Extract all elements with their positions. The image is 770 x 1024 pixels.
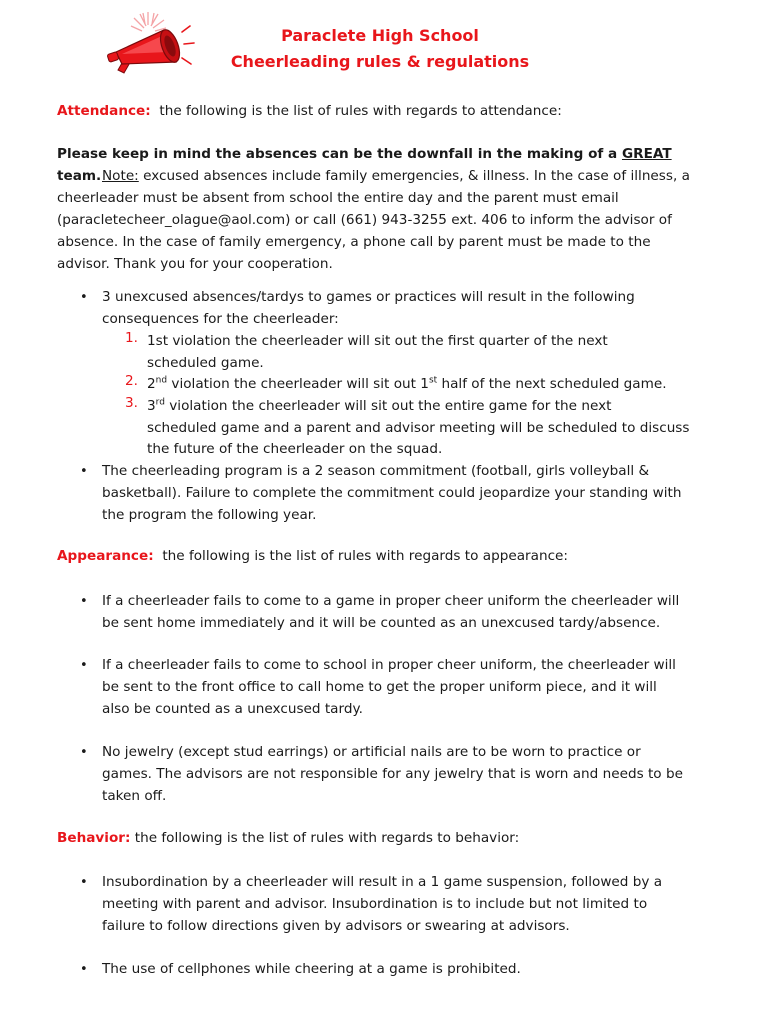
appearance-bullet-2-line-3: also be counted as a unexcused tardy. (102, 701, 363, 717)
great-emphasis: GREAT (621, 146, 672, 162)
school-title: Paraclete High School (281, 26, 479, 45)
appearance-intro-text: the following is the list of rules with regards to appearance: (162, 548, 569, 564)
document-subtitle: Cheerleading rules & regulations (230, 52, 530, 71)
behavior-label: Behavior: (57, 830, 131, 846)
violation-3-line-3: the future of the cheerleader on the squad. (147, 441, 443, 457)
bullet-marker: • (80, 658, 88, 673)
attendance-bullet-1-line-1: 3 unexcused absences/tardys to games or practices will result in the following (102, 289, 635, 305)
behavior-bullet-1-line-1: Insubordination by a cheerleader will result in a 1 game suspension, followed by a (102, 874, 663, 890)
bullet-marker: • (80, 290, 88, 305)
note-line-2: cheerleader must be absent from school the entire day and the parent must email (57, 190, 619, 206)
note-line-4: absence. In the case of family emergency, a phone call by parent must be made to the (57, 234, 651, 250)
violation-2: 2nd violation the cheerleader will sit out 1st half of the next scheduled game. (147, 375, 667, 392)
appearance-bullet-3-line-3: taken off. (102, 788, 167, 804)
note-label: Note: (102, 168, 139, 184)
appearance-bullet-1-line-1: If a cheerleader fails to come to a game in proper cheer uniform the cheerleader will (102, 593, 680, 609)
bullet-marker: • (80, 875, 88, 890)
behavior-bullet-2-line-1: The use of cellphones while cheering at a game is prohibited. (102, 961, 521, 977)
attendance-bullet-1-line-2: consequences for the cheerleader: (102, 311, 339, 327)
attendance-intro-text: the following is the list of rules with regards to attendance: (159, 103, 562, 119)
bullet-marker: • (80, 745, 88, 760)
behavior-bullet-1-line-3: failure to follow directions given by advisors or swearing at advisors. (102, 918, 570, 934)
attendance-label: Attendance: (57, 103, 151, 119)
behavior-intro-text: the following is the list of rules with regards to behavior: (134, 830, 520, 846)
list-number: 1. (125, 330, 138, 346)
bullet-marker: • (80, 464, 88, 479)
bullet-marker: • (80, 594, 88, 609)
keep-in-mind-line: Please keep in mind the absences can be the downfall in the making of a GREAT team. (57, 146, 672, 184)
attendance-bullet-2-line-2: basketball). Failure to complete the commitment could jeopardize your standing with (102, 485, 682, 501)
violation-3-line-2: scheduled game and a parent and advisor meeting will be scheduled to discuss (147, 420, 690, 436)
appearance-label: Appearance: (57, 548, 154, 564)
appearance-intro (57, 545, 717, 567)
note-line-5: advisor. Thank you for your cooperation. (57, 256, 333, 272)
violation-1-line-2: scheduled game. (147, 355, 264, 371)
behavior-intro (57, 827, 717, 849)
note-line-1: Note: excused absences include family emergencies, & illness. In the case of illness, a (102, 168, 690, 184)
appearance-bullet-3-line-1: No jewelry (except stud earrings) or artificial nails are to be worn to practice or (102, 744, 641, 760)
megaphone-icon (96, 12, 196, 84)
bullet-marker: • (80, 962, 88, 977)
violation-3-line-1: 3rd violation the cheerleader will sit out the entire game for the next (147, 397, 612, 414)
appearance-bullet-2-line-2: be sent to the front office to call home to get the proper uniform piece, and it will (102, 679, 657, 695)
attendance-bullet-2-line-3: the program the following year. (102, 507, 317, 523)
appearance-bullet-3-line-2: games. The advisors are not responsible for any jewelry that is worn and needs to be (102, 766, 683, 782)
appearance-bullet-1-line-2: be sent home immediately and it will be counted as an unexcused tardy/absence. (102, 615, 661, 631)
violation-1-line-1: 1st violation the cheerleader will sit out the first quarter of the next (147, 333, 608, 349)
list-number: 3. (125, 395, 138, 411)
appearance-bullet-2-line-1: If a cheerleader fails to come to school in proper cheer uniform, the cheerleader will (102, 657, 676, 673)
note-line-3: (paracletecheer_olague@aol.com) or call (661) 943-3255 ext. 406 to inform the advisor of (57, 212, 672, 228)
attendance-intro (57, 100, 717, 122)
behavior-bullet-1-line-2: meeting with parent and advisor. Insubordination is to include but not limited to (102, 896, 648, 912)
list-number: 2. (125, 373, 138, 389)
attendance-bullet-2-line-1: The cheerleading program is a 2 season commitment (football, girls volleyball & (102, 463, 650, 479)
